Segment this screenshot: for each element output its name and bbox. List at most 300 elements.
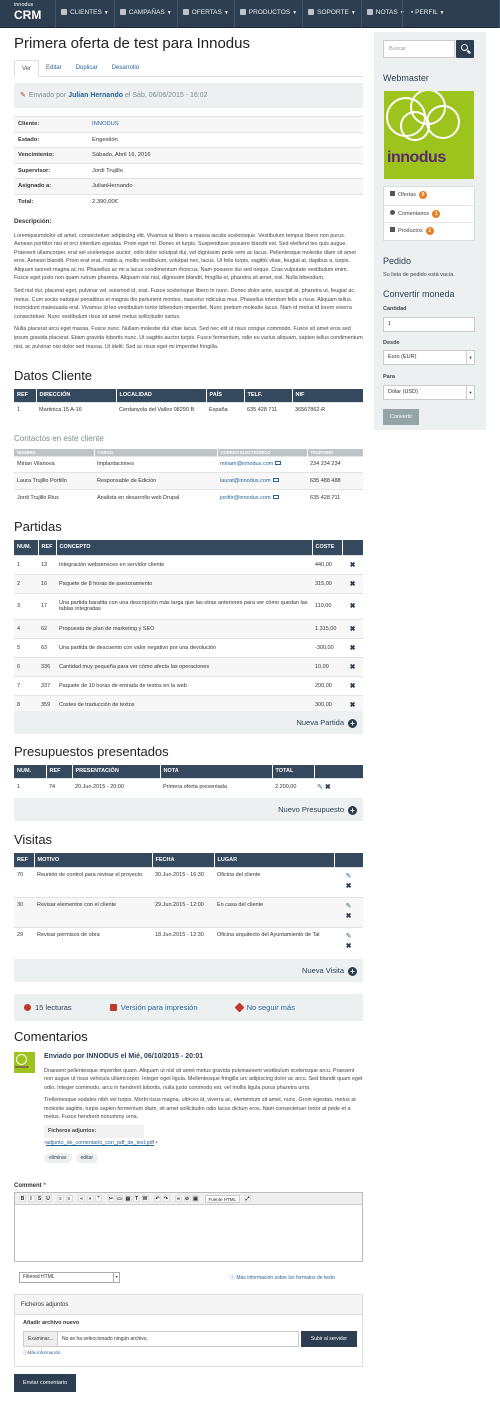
pedido-title: Pedido <box>383 256 412 266</box>
table-cell: Propuesta de plan de marketing y SEO <box>56 619 312 638</box>
detail-key: Total: <box>14 194 88 210</box>
table-cell: 337 <box>38 676 56 695</box>
text-format-value: Filtered HTML <box>23 1274 55 1280</box>
section-title-visitas: Visitas <box>14 832 53 847</box>
cell-text: 635 428 711 <box>310 494 341 501</box>
attachments-fieldset <box>14 1294 363 1367</box>
required-marker: * <box>43 1183 46 1189</box>
cut-icon[interactable]: ✂ <box>108 1196 114 1202</box>
page-title: Primera oferta de test para Innodus <box>14 35 250 52</box>
column-header: REF <box>38 540 56 555</box>
blockquote-icon[interactable]: " <box>95 1195 102 1202</box>
detail-row <box>14 163 363 179</box>
section-title-cliente: Datos Cliente <box>14 368 93 383</box>
mail-icon <box>273 495 279 499</box>
no-file-text: No se ha seleccionado ningún archivo. <box>62 1336 148 1342</box>
more-info-link[interactable] <box>23 1350 61 1356</box>
column-header: REF <box>46 765 72 778</box>
delete-icon[interactable]: ✖ <box>345 913 352 920</box>
note-icon <box>367 9 373 15</box>
column-header: CONCEPTO <box>56 540 312 555</box>
add-partida-label: Nueva Partida <box>296 718 344 727</box>
table-cell: 6 <box>14 657 38 676</box>
add-partida-button[interactable] <box>296 718 357 727</box>
reads-label: 15 lecturas <box>35 1003 72 1012</box>
column-header: REF <box>14 389 36 402</box>
description-paragraph: Loremipsumdolor sit amet, consectetuer adipiscing elit. Vivamus at libero a massa iaculis scelerisque. Vestibulum tempus libero non purus. Aenean porttitor nisi et orci interdum egestas. Proin eget mi. Donec et turpis. Suspendisse posuere blandit est. Sed eleifend leo quis augue. Praesent ullamcorper, erat vel scelerisque auctor, odio dolor volutpat dui, vel dignissim pede sem ac lacus. Pellentesque molestie diam sit amet eros. Aenean blandit. Proin erat erat, mattis a, mollis vestibulum, volutpat nec, lacus. Ut felis turpis, sagittis vitae, feugiat at, dapibus a, turpis. Aliquam laoreet magna ac mi. Phasellus ac mi a lacus condimentum rhoncus. Nam posuere dui sed neque. Cras vulputate vestibulum enim. Fusce eget justo non quam rutrum pharetra. Aliquam nisi nisl, dignissim blandit, fringilla et, pharetra sit amet, nisl. Nulla bibendum. <box>14 232 356 282</box>
delete-icon[interactable]: ✖ <box>345 883 352 890</box>
add-visita-button[interactable] <box>302 966 357 975</box>
column-header: COSTE <box>312 540 342 555</box>
link-icon[interactable]: ∞ <box>176 1196 181 1202</box>
source-html-label: Fuente HTML <box>208 1196 237 1202</box>
table-cell: Cantidad muy pequeña para ver cómo afecta las operaciones <box>56 657 312 676</box>
add-presupuesto-label: Nuevo Presupuesto <box>278 805 344 814</box>
desde-label: Desde <box>383 340 400 346</box>
cell-text: miriam@innodus.com <box>220 461 274 468</box>
column-header: REF <box>14 853 34 867</box>
detail-row <box>14 194 363 210</box>
cantidad-label: Cantidad <box>383 306 407 312</box>
row-actions <box>342 657 363 676</box>
table-cell: 10,00 <box>312 657 342 676</box>
table-row <box>14 555 363 574</box>
table-cell: 1 <box>14 402 36 426</box>
nav-label: PRODUCTOS <box>248 9 291 16</box>
users-icon <box>61 9 67 15</box>
column-header: NUM. <box>14 540 38 555</box>
table-cell: Paquete de 10 horas de entrada de textos en la web <box>56 676 312 695</box>
nav-label: CAMPAÑAS <box>128 9 165 16</box>
cell-text: Implantaciones <box>97 461 134 468</box>
add-file-label: Añadir archivo nuevo <box>23 1320 80 1326</box>
table-row <box>14 676 363 695</box>
add-presupuesto-button[interactable] <box>278 805 357 814</box>
format-info-text: Más información sobre los formatos de texto <box>236 1275 335 1281</box>
mail-icon <box>273 478 279 482</box>
table-cell: 1.315,00 <box>312 619 342 638</box>
edit-icon[interactable]: ✎ <box>345 903 352 910</box>
email-link[interactable] <box>217 473 307 490</box>
table-cell: 2 <box>14 574 38 593</box>
bold-icon[interactable]: B <box>20 1196 25 1202</box>
numbered-list-icon[interactable]: ≡ <box>57 1195 64 1202</box>
attachment-link[interactable]: adjunto_de_comentario_con_pdf_de_text.pdf <box>45 1139 155 1146</box>
table-cell: 36567862-R <box>292 402 363 426</box>
delete-icon[interactable]: ✖ <box>349 682 356 690</box>
table-row <box>14 456 363 473</box>
nav-campanas[interactable] <box>114 0 177 28</box>
table-cell <box>94 473 217 490</box>
underline-icon[interactable]: U <box>46 1196 50 1202</box>
print-link[interactable] <box>110 1003 216 1012</box>
edit-icon[interactable]: ✎ <box>345 933 352 941</box>
box-icon <box>240 9 246 15</box>
undo-icon[interactable]: ↶ <box>155 1196 160 1202</box>
attachments-fieldset-title[interactable]: Ficheros adjuntos <box>15 1295 362 1315</box>
tab-ver[interactable]: Ver <box>14 60 39 77</box>
cell-text: Mirian Vilanova <box>17 461 55 468</box>
strikethrough-icon[interactable]: S <box>37 1196 42 1202</box>
tab-editar[interactable]: Editar <box>46 65 62 71</box>
contacts-table <box>14 449 363 506</box>
table-row <box>14 867 363 897</box>
comment-item <box>14 1050 363 1163</box>
delete-icon[interactable]: ✖ <box>349 625 356 633</box>
cell-text: Laura Trujillo Portillo <box>17 477 67 484</box>
nav-productos[interactable] <box>234 0 302 28</box>
table-cell <box>307 473 363 490</box>
pedido-text: Su lista de pedido está vacía. <box>383 272 455 278</box>
nav-label: SOPORTE <box>317 9 349 16</box>
para-label: Para <box>383 374 395 380</box>
table-cell: 74 <box>46 778 72 795</box>
info-icon: ⓘ <box>23 1350 28 1355</box>
row-actions <box>314 778 363 795</box>
cell-text: laurat@innodus.com <box>220 477 271 484</box>
sidebar-item-ofertas[interactable] <box>384 187 474 205</box>
avatar <box>14 1052 35 1073</box>
paste-word-icon[interactable]: W <box>142 1196 148 1202</box>
table-row <box>14 778 363 795</box>
search-button[interactable] <box>456 40 474 58</box>
desde-select[interactable] <box>383 350 475 365</box>
cell-text: 635 488 488 <box>310 477 341 484</box>
redo-icon[interactable]: ↷ <box>163 1196 169 1202</box>
column-header: PRESENTACIÓN <box>72 765 160 778</box>
tab-desarrollo[interactable]: Desarrollo <box>111 65 140 71</box>
table-cell: 635 428 711 <box>244 402 292 426</box>
table-cell <box>14 489 94 506</box>
detail-row <box>14 148 363 164</box>
table-cell: 200,00 <box>312 676 342 695</box>
actions-header <box>342 540 363 555</box>
detail-row <box>14 117 363 133</box>
nav-label: CLIENTES <box>70 9 102 16</box>
table-cell: 13 <box>38 555 56 574</box>
submitted-prefix: Enviado por <box>28 92 67 99</box>
comment-paragraph: Draesent pellentesque imperdiet quam. Aliquam ut nisl sit amet metus gravida pulvinaesent vestibulum scelerisque arcu. Praesent non augue ut risus vehicula ullamcorper. Integer eget ligula. Mellentesque fringilla urc adipiscing dolor ac arcu. Sed blandit quam eget odio. Integer commodo, arcu in hendrerit lobortis, nulla justo commodo est, vel mollis ligula purus pharetra urna <box>44 1068 363 1091</box>
table-cell <box>94 489 217 506</box>
column-header: LOCALIDAD <box>116 389 206 402</box>
cell-text: Jordi Trujillo Rius <box>17 494 59 501</box>
webmaster-title: Webmaster <box>383 73 429 83</box>
email-link[interactable] <box>217 456 307 473</box>
paste-icon[interactable]: ▤ <box>125 1196 131 1202</box>
cell-text: 234 234 234 <box>310 461 341 468</box>
send-comment-button[interactable]: Enviar comentario <box>14 1374 76 1392</box>
table-cell: 5 <box>14 638 38 657</box>
table-cell: 29 <box>14 927 34 957</box>
file-input[interactable] <box>23 1331 299 1347</box>
table-row <box>14 593 363 619</box>
table-cell: Paquete de 8 horas de asesoramiento <box>56 574 312 593</box>
row-actions <box>342 555 363 574</box>
source-html-button[interactable] <box>205 1195 241 1203</box>
row-actions <box>334 897 363 927</box>
attachments-label: Ficheros adjuntos: <box>48 1128 97 1135</box>
copy-icon[interactable]: ▭ <box>117 1196 122 1202</box>
list-icon <box>390 191 395 196</box>
edit-icon[interactable]: ✎ <box>345 873 352 880</box>
table-cell: 7 <box>14 676 38 695</box>
plus-circle-icon: + <box>348 806 357 815</box>
profile-label: PERFIL <box>415 9 438 16</box>
chevron-down-icon: ▼ <box>113 1273 119 1282</box>
column-header: TOTAL <box>272 765 314 778</box>
table-cell: 20.Jun.2015 - 20:00 <box>72 778 160 795</box>
column-header: CARGO <box>94 449 217 456</box>
table-cell: 70 <box>14 867 34 897</box>
actions-header <box>334 853 363 867</box>
section-title-presupuestos: Presupuestos presentados <box>14 744 169 759</box>
detail-value: Engestión <box>88 132 363 148</box>
comment-icon <box>390 210 395 215</box>
table-cell: 315,00 <box>312 574 342 593</box>
detail-key: Asignado a: <box>14 179 88 195</box>
detail-value: 2.390,00€ <box>88 194 363 210</box>
table-cell <box>94 456 217 473</box>
indent-icon[interactable]: » <box>87 1195 94 1202</box>
table-cell: 110,00 <box>312 593 342 619</box>
webmaster-logo <box>384 91 474 179</box>
table-cell: 63 <box>38 638 56 657</box>
delete-icon[interactable]: ✖ <box>345 943 352 951</box>
detail-value: Jordi Trujillo <box>88 163 363 179</box>
comment-actions <box>44 1153 363 1163</box>
table-cell: Costes de traducción de textos <box>56 695 312 714</box>
top-navbar <box>0 0 500 28</box>
app-logo[interactable] <box>14 3 41 21</box>
main-nav <box>55 0 410 28</box>
table-row <box>14 473 363 490</box>
sidebar-item-comentarios[interactable] <box>384 205 474 223</box>
detail-value[interactable]: INNODUS <box>88 117 363 133</box>
user-icon: ▪ <box>411 9 416 16</box>
desde-value: Euro (EUR) <box>388 354 417 360</box>
author-link[interactable]: Julian Hernando <box>68 92 124 99</box>
para-select[interactable] <box>383 385 475 400</box>
detail-key: Supervisor: <box>14 163 88 179</box>
table-cell: 17 <box>38 593 56 619</box>
upload-button[interactable]: Subir al servidor <box>301 1331 357 1347</box>
delete-icon[interactable]: ✖ <box>349 603 356 610</box>
table-cell: 30 <box>14 897 34 927</box>
table-cell: Revisar permisos de obra <box>34 927 152 957</box>
delete-icon[interactable]: ✖ <box>349 701 356 709</box>
section-title-comentarios: Comentarios <box>14 1029 88 1044</box>
column-header: CORREO ELECTRÓNICO <box>217 449 307 456</box>
cell-text: Responsable de Edición <box>97 477 157 484</box>
table-cell: Primera oferta presentada <box>160 778 272 795</box>
table-cell <box>14 473 94 490</box>
row-actions <box>342 574 363 593</box>
bullet-list-icon[interactable]: ≡ <box>66 1195 73 1202</box>
column-header: NOMBRE <box>14 449 94 456</box>
browse-button[interactable]: Examinar... <box>24 1332 58 1346</box>
table-cell: 1 <box>14 778 46 795</box>
detail-key: Vencimiento: <box>14 148 88 164</box>
tab-duplicar[interactable]: Duplicar <box>75 65 98 71</box>
detail-key: Cliente: <box>14 117 88 133</box>
edit-icon[interactable]: ✎ <box>317 783 325 791</box>
comment-author-line: Enviado por INNODUS el Mié, 06/10/2015 - 20:01 <box>44 1053 204 1060</box>
chevron-down-icon: ▼ <box>466 351 474 364</box>
delete-icon[interactable]: ✖ <box>324 783 331 791</box>
pdf-icon: ▪ <box>154 1139 158 1146</box>
unfollow-link[interactable] <box>236 1003 313 1012</box>
count-badge: 1 <box>432 210 440 218</box>
webmaster-logo-text: innodus <box>387 149 446 166</box>
delete-icon[interactable]: ✖ <box>349 663 356 671</box>
caret-down-icon: ▼ <box>439 10 445 16</box>
nav-ofertas[interactable] <box>177 0 234 28</box>
pencil-icon: ✎ <box>20 92 26 99</box>
cell-text: jorditr@innodus.com <box>220 494 271 501</box>
table-cell: 62 <box>38 619 56 638</box>
nav-soporte[interactable] <box>302 0 361 28</box>
description-paragraph: Sed nisl dui, placerat eget, pulvinar vel, euismod id, erat. Fusce scelerisque libero in nunc. Donec dolor ante, suscipit at, pharetra ut, feugiat ac, metus. Cum sociis natoque penatibus et magnis dis parturient montes, nascetur ridiculus mus. Phasellus interdum felis a risus. Aliquam tellus. Incincidunt malesuada erat. Vivamus id leo vestibulum tortor bibendum imperdiet. Nunc pretium molestie lacus. Nam id metus id lorem viverra consectetuer. Nunc vestibulum risus sit amet metus sollicitudin varius. <box>14 288 356 320</box>
table-cell: 30.Jun.2015 - 16:30 <box>152 867 214 897</box>
unlink-icon[interactable]: ⊘ <box>184 1196 190 1202</box>
column-header: TELF. <box>244 389 292 402</box>
table-row <box>14 657 363 676</box>
visitas-table <box>14 853 363 957</box>
table-cell: Cerdanyola del Valles 08290 B <box>116 402 206 426</box>
column-header: LUGAR <box>214 853 334 867</box>
table-cell: Oficina del cliente <box>214 867 334 897</box>
node-links-bar <box>14 994 363 1021</box>
caret-down-icon: ▼ <box>223 10 229 16</box>
sidebar-item-label: Comentarios <box>398 210 430 217</box>
logo-small-text: innodus <box>14 2 34 8</box>
plus-circle-icon: + <box>348 967 357 976</box>
table-cell: -300,00 <box>312 638 342 657</box>
table-row <box>14 897 363 927</box>
nav-label: OFERTAS <box>191 9 222 16</box>
column-header: NOTA <box>160 765 272 778</box>
table-cell: Martinica 15 A-16 <box>36 402 116 426</box>
partidas-table <box>14 540 363 714</box>
detail-value: JulianHernando <box>88 179 363 195</box>
caret-down-icon: ▼ <box>103 10 109 16</box>
delete-icon[interactable]: ✖ <box>349 580 356 588</box>
outdent-icon[interactable]: « <box>78 1195 85 1202</box>
column-header: DIRECCIÓN <box>36 389 116 402</box>
image-icon[interactable]: ▣ <box>193 1196 198 1202</box>
comment-field-label <box>14 1183 46 1189</box>
table-cell: 18.Jun.2015 - 12:30 <box>152 927 214 957</box>
column-header: TELÉFONO <box>307 449 363 456</box>
maximize-icon[interactable]: ⤢ <box>245 1196 250 1202</box>
table-row <box>14 927 363 957</box>
attachments-box <box>44 1125 144 1137</box>
email-link[interactable] <box>217 489 307 506</box>
megaphone-icon <box>120 9 126 15</box>
table-row <box>14 638 363 657</box>
table-cell: 16 <box>38 574 56 593</box>
column-header: PAÍS <box>206 389 244 402</box>
table-cell: 1 <box>14 555 38 574</box>
comment-paragraph: Trellentesque sodales nibh vel turpis. Morbi risus magna, ultrices id, viverra ac, elementum sit amet, nunc. Groin egestas, metus at molestie sagittis, turpis sapien fermentum diam, sit amet sollicitudin odio lacus dictum eros. Nam consectetuer tortor at pede et a metus. Fusce hendrerit nonummy urna. <box>44 1097 356 1121</box>
sidebar-item-label: Productos <box>398 228 423 234</box>
sidebar <box>374 32 486 430</box>
edit-comment-button[interactable]: editar <box>76 1153 99 1163</box>
search-input[interactable]: Buscar <box>383 40 455 58</box>
cantidad-input[interactable]: 1 <box>383 317 475 332</box>
format-info-link[interactable] <box>230 1274 335 1281</box>
delete-comment-button[interactable]: eliminar <box>44 1153 72 1163</box>
column-header: MOTIVO <box>34 853 152 867</box>
caret-down-icon: ▼ <box>399 10 405 16</box>
text-format-select[interactable] <box>19 1272 120 1283</box>
table-cell: Integración webservices en servidor cliente <box>56 555 312 574</box>
para-value: Dólar (USD) <box>388 389 418 395</box>
table-row <box>14 619 363 638</box>
main-content <box>14 32 363 355</box>
table-cell: 29.Jun.2015 - 12:00 <box>152 897 214 927</box>
nav-clientes[interactable] <box>55 0 114 28</box>
delete-icon[interactable]: ✖ <box>349 561 356 569</box>
table-cell <box>14 456 94 473</box>
cliente-table <box>14 389 363 426</box>
reads-counter <box>24 1003 90 1012</box>
italic-icon[interactable]: I <box>28 1195 35 1202</box>
paste-text-icon[interactable]: T <box>134 1196 139 1202</box>
unfollow-label: No seguir más <box>246 1003 295 1012</box>
nav-label: NOTAS <box>375 9 398 16</box>
print-label: Versión para impresión <box>120 1003 198 1012</box>
table-cell: Una partida de descuento con valor negativo por una devolución <box>56 638 312 657</box>
column-header: NIF <box>292 389 363 402</box>
tag-icon <box>234 1003 244 1013</box>
details-table <box>14 116 363 210</box>
editor-toolbar <box>15 1193 362 1205</box>
table-row <box>14 489 363 506</box>
detail-key: Estado: <box>14 132 88 148</box>
contacts-title: Contactos en este cliente <box>14 434 104 443</box>
comment-body <box>44 1067 363 1163</box>
comment-editor[interactable] <box>14 1192 363 1262</box>
convert-button[interactable]: Convertir <box>383 409 419 425</box>
table-cell: 2.200,00 <box>272 778 314 795</box>
caret-down-icon: ▼ <box>166 10 172 16</box>
table-cell: España <box>206 402 244 426</box>
table-cell: 4 <box>14 619 38 638</box>
row-actions <box>342 619 363 638</box>
delete-icon[interactable]: ✖ <box>349 644 356 652</box>
more-info-text: Más información <box>27 1350 61 1355</box>
cell-text: Analista en desarrollo web Drupal <box>97 494 180 501</box>
table-cell: 336 <box>38 657 56 676</box>
add-visita-bar <box>14 959 363 982</box>
detail-row <box>14 179 363 195</box>
submitted-info <box>14 83 363 108</box>
print-icon <box>110 1004 117 1011</box>
table-cell: Oficina arquitecto del Ayuntamiento de Tal <box>214 927 334 957</box>
sidebar-item-productos[interactable] <box>384 222 474 240</box>
row-actions <box>334 867 363 897</box>
convert-title: Convertir moneda <box>383 289 455 299</box>
add-partida-bar <box>14 711 363 734</box>
presupuestos-table <box>14 765 363 795</box>
plus-circle-icon: + <box>348 719 357 728</box>
caret-down-icon: ▼ <box>292 10 298 16</box>
tabs <box>14 60 363 77</box>
nav-profile[interactable] <box>399 0 500 28</box>
count-badge: 0 <box>419 191 427 199</box>
caret-down-icon: ▼ <box>350 10 356 16</box>
